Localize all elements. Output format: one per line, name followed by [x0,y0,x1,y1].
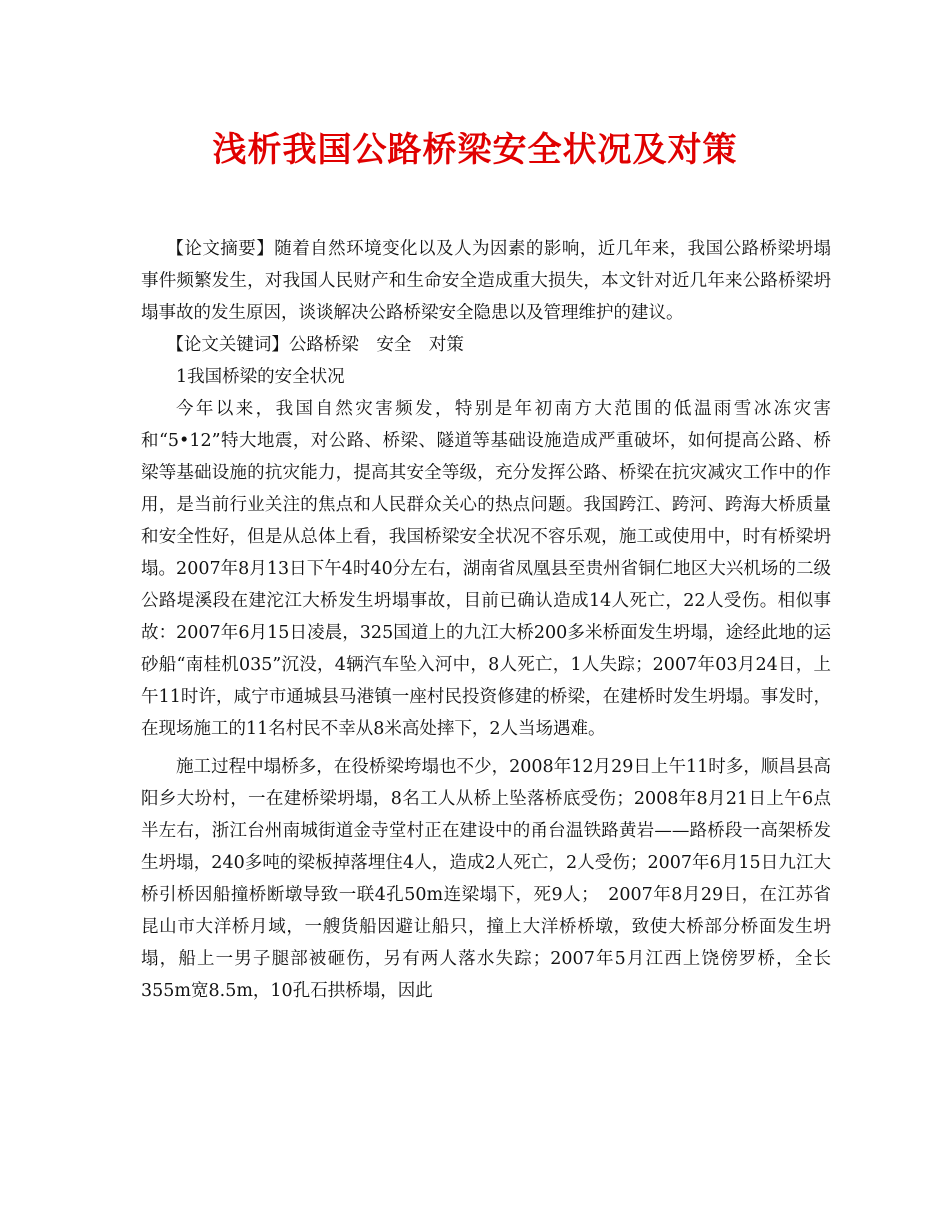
body-paragraph: 施工过程中塌桥多，在役桥梁垮塌也不少，2008年12月29日上午11时多，顺昌县高阳乡大坋村，一在建桥梁坍塌，8名工人从桥上坠落桥底受伤；2008年8月21日上午6点半左右，浙江台州南城街道金寺堂村正在建设中的甬台温铁路黄岩——路桥段一高架桥发生坍塌，240多吨的梁板掉落埋住4人，造成2人死亡，2人受伤；2007年6月15日九江大桥引桥因船撞桥断墩导致一联4孔50m连梁塌下，死9人； 2007年8月29日，在江苏省昆山市大洋桥月域，一艘货船因避让船只，撞上大洋桥桥墩，致使大桥部分桥面发生坍塌，船上一男子腿部被砸伤，另有两人落水失踪；2007年5月江西上饶傍罗桥，全长355m宽8.5m，10孔石拱桥塌，因此 [141,757,831,1001]
section-heading: 1我国桥梁的安全状况 [176,367,345,387]
body-paragraph: 今年以来，我国自然灾害频发，特别是年初南方大范围的低温雨雪冰冻灾害和“5•12”特大地震，对公路、桥梁、隧道等基础设施造成严重破坏，如何提高公路、桥梁等基础设施的抗灾能力，提高其安全等级，充分发挥公路、桥梁在抗灾减灾工作中的作用，是当前行业关注的焦点和人民群众关心的热点问题。我国跨江、跨河、跨海大桥质量和安全性好，但是从总体上看，我国桥梁安全状况不容乐观，施工或使用中，时有桥梁坍塌。2007年8月13日下午4时40分左右，湖南省凤凰县至贵州省铜仁地区大兴机场的二级公路堤溪段在建沱江大桥发生坍塌事故，目前已确认造成14人死亡，22人受伤。相似事故：2007年6月15日凌晨，325国道上的九江大桥200多米桥面发生坍塌，途经此地的运砂船“南桂机035”沉没，4辆汽车坠入河中，8人死亡，1人失踪；2007年03月24日，上午11时许，咸宁市通城县马港镇一座村民投资修建的桥梁，在建桥时发生坍塌。事发时，在现场施工的11名村民不幸从8米高处摔下，2人当场遇难。 [141,399,831,739]
keywords-line: 【论文关键词】公路桥梁 安全 对策 [166,335,464,355]
abstract-paragraph: 【论文摘要】随着自然环境变化以及人为因素的影响，近几年来，我国公路桥梁坍塌事件频繁发生，对我国人民财产和生命安全造成重大损失，本文针对近几年来公路桥梁坍塌事故的发生原因，谈谈解决公路桥梁安全隐患以及管理维护的建议。 [141,239,831,323]
document-title: 浅析我国公路桥梁安全状况及对策 [212,130,738,170]
document-body [141,233,831,1007]
